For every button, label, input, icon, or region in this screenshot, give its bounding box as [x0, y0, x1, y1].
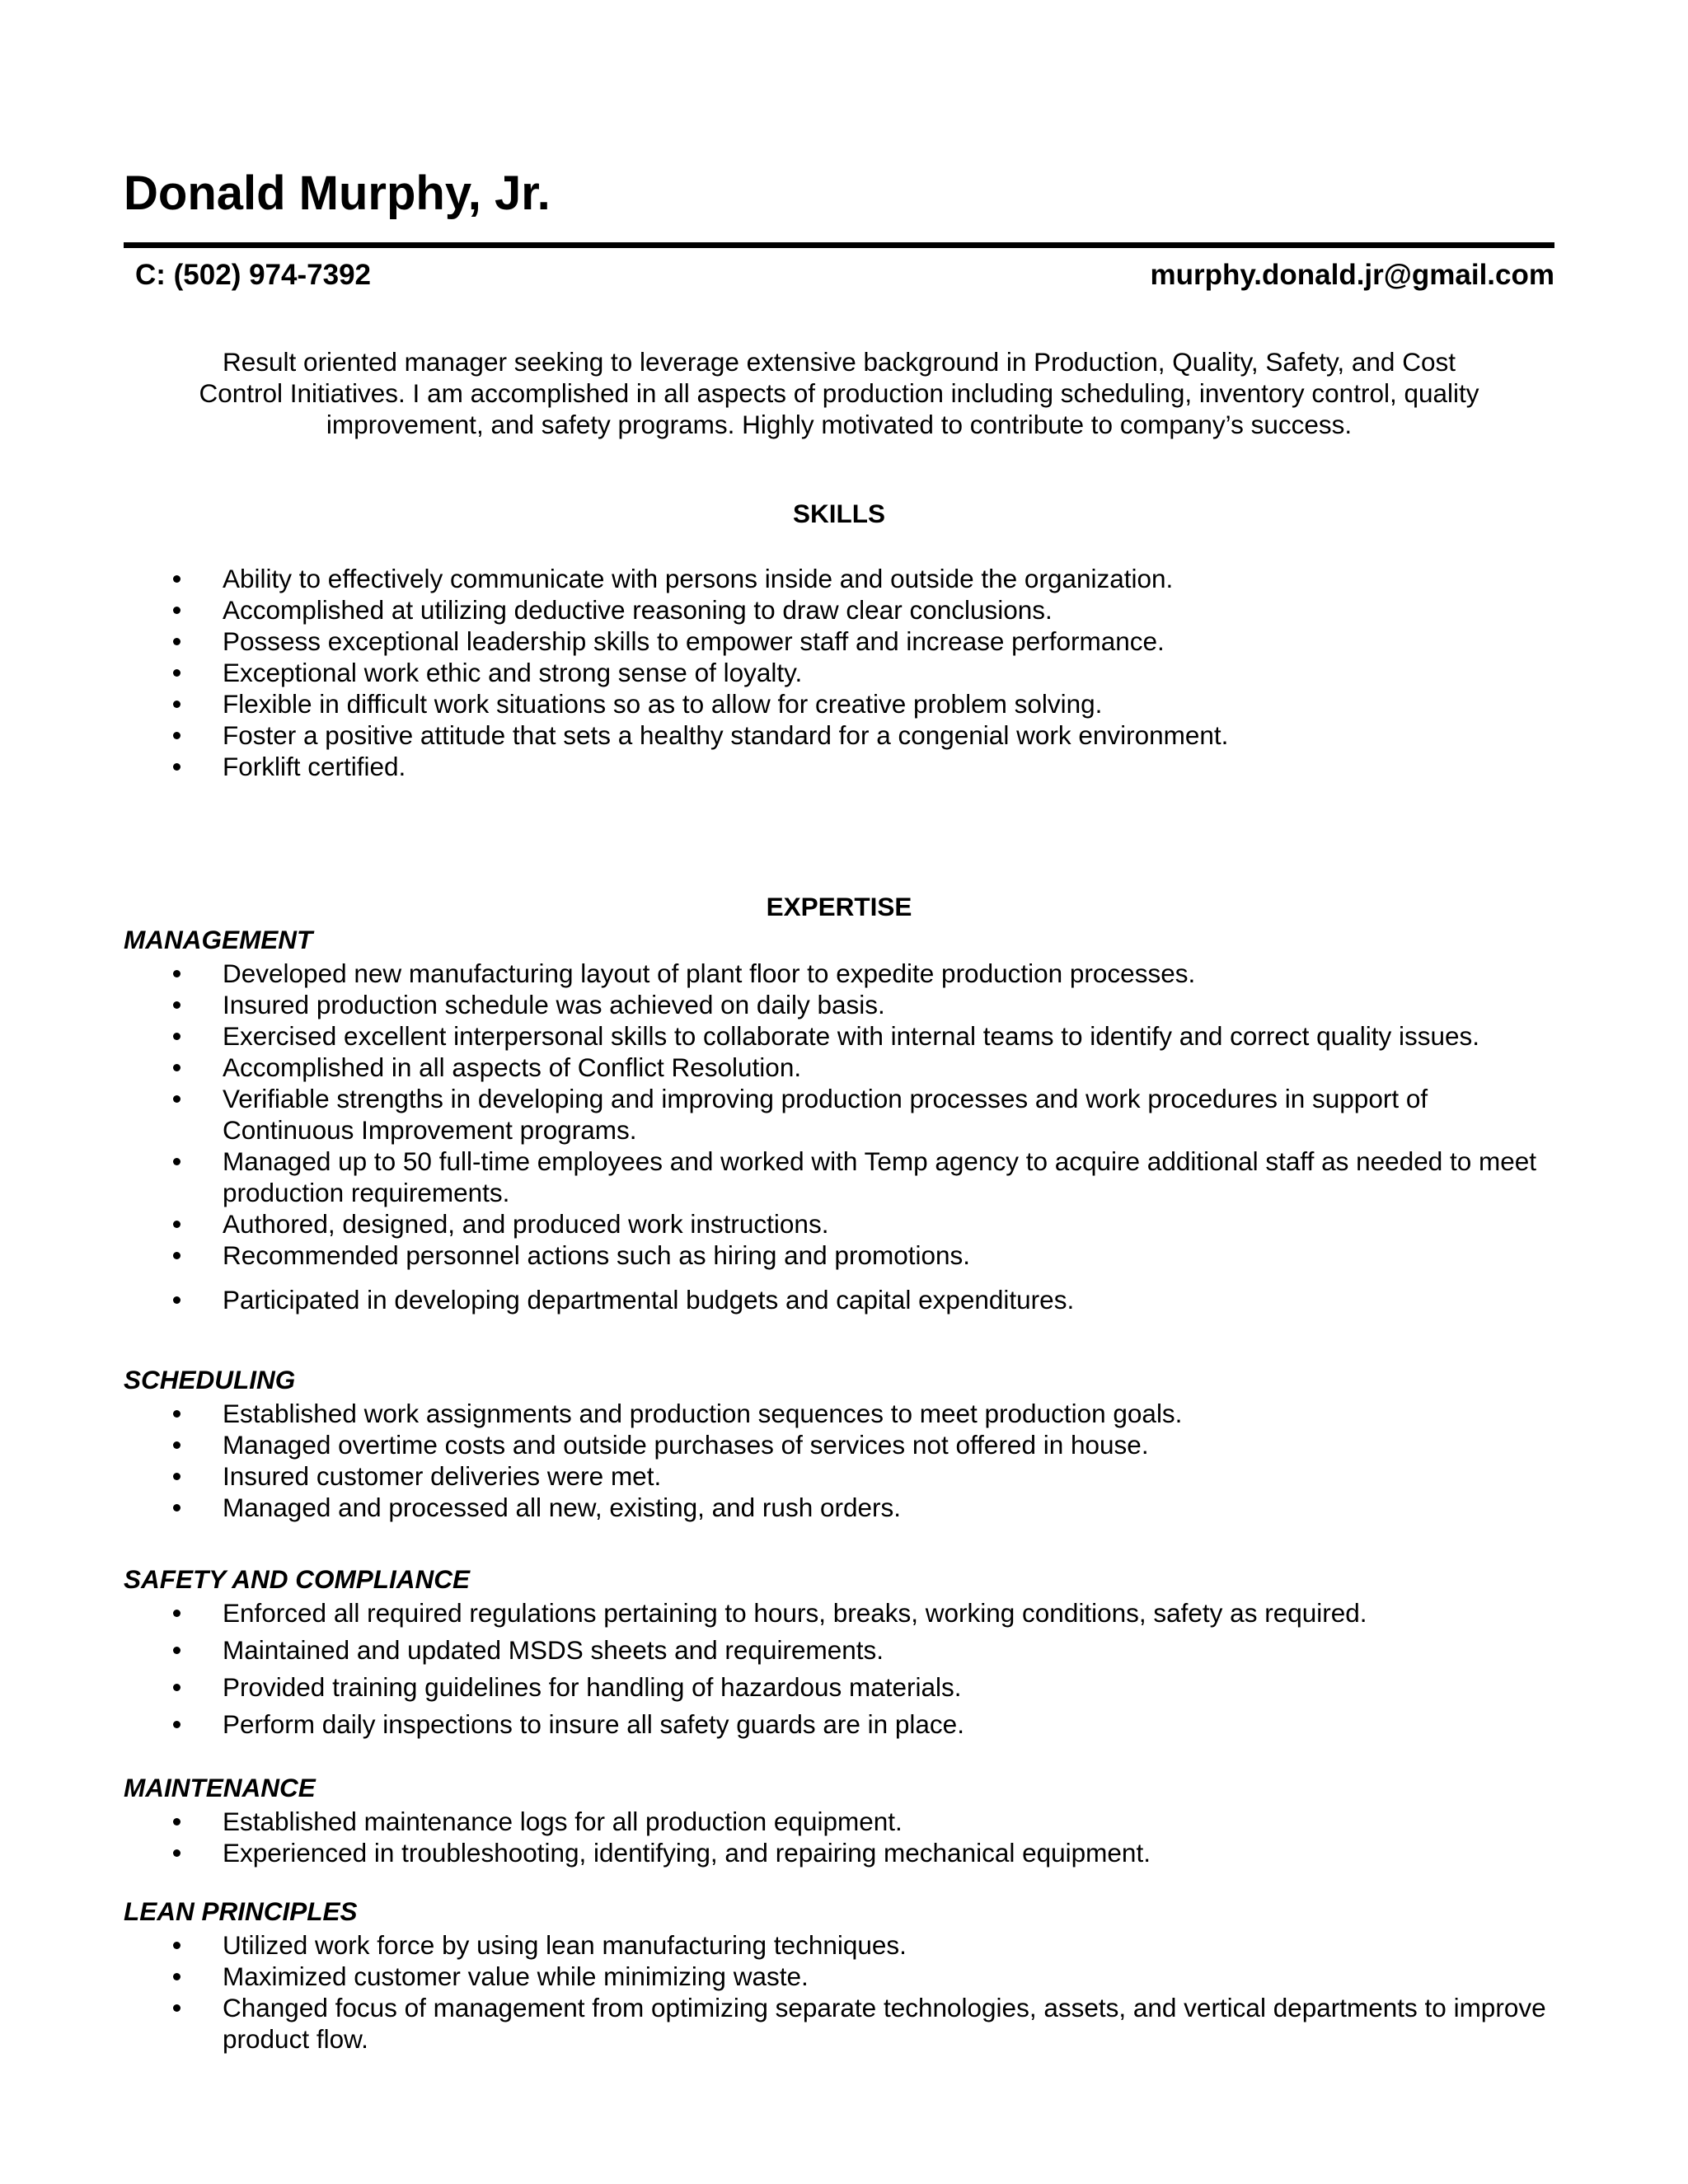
list-item: Enforced all required regulations pertaining to hours, breaks, working conditions, safety as required. [124, 1597, 1554, 1629]
list-item: Provided training guidelines for handling of hazardous materials. [124, 1671, 1554, 1703]
bullet-icon [173, 1942, 181, 1949]
list-item: Possess exceptional leadership skills to empower staff and increase performance. [124, 626, 1554, 657]
summary-line: Result oriented manager seeking to leverage extensive background in Production, Quality, Safety, and Cost [223, 347, 1456, 377]
safety-heading: SAFETY AND COMPLIANCE [124, 1564, 471, 1594]
phone-number: C: (502) 974-7392 [135, 259, 371, 291]
list-item: Verifiable strengths in developing and improving production processes and work procedures in support of Continuous Improvement programs. [124, 1083, 1554, 1146]
maintenance-list [124, 1806, 1554, 1868]
lean-heading: LEAN PRINCIPLES [124, 1896, 358, 1926]
bullet-icon [173, 1001, 181, 1009]
bullet-icon [173, 701, 181, 708]
list-item: Established maintenance logs for all production equipment. [124, 1806, 1554, 1837]
list-item: Changed focus of management from optimizing separate technologies, assets, and vertical departments to improve product flow. [124, 1992, 1554, 2055]
bullet-icon [173, 2004, 181, 2012]
bullet-icon [173, 1296, 181, 1304]
bullet-icon [173, 669, 181, 677]
bullet-icon [173, 1033, 181, 1040]
list-item: Perform daily inspections to insure all safety guards are in place. [124, 1708, 1554, 1740]
expertise-heading: EXPERTISE [766, 892, 912, 921]
candidate-name: Donald Murphy, Jr. [124, 166, 551, 220]
bullet-icon [173, 1818, 181, 1825]
list-item: Experienced in troubleshooting, identifying, and repairing mechanical equipment. [124, 1837, 1554, 1868]
list-item: Accomplished in all aspects of Conflict Resolution. [124, 1052, 1554, 1083]
bullet-icon [173, 1252, 181, 1259]
bullet-icon [173, 970, 181, 977]
summary-line: Control Initiatives. I am accomplished in all aspects of production including scheduling, inventory control, quality [199, 378, 1479, 408]
list-item: Maintained and updated MSDS sheets and requirements. [124, 1634, 1554, 1666]
header-rule [124, 242, 1554, 248]
bullet-icon [173, 1849, 181, 1857]
list-item: Exceptional work ethic and strong sense of loyalty. [124, 657, 1554, 688]
bullet-icon [173, 763, 181, 771]
bullet-icon [173, 1221, 181, 1228]
bullet-icon [173, 1410, 181, 1418]
summary-line: improvement, and safety programs. Highly motivated to contribute to company’s success. [326, 410, 1353, 439]
bullet-icon [173, 1684, 181, 1691]
bullet-icon [173, 732, 181, 739]
bullet-icon [173, 1064, 181, 1071]
bullet-icon [173, 1721, 181, 1728]
list-item: Recommended personnel actions such as hiring and promotions. [124, 1240, 1554, 1271]
list-item: Insured customer deliveries were met. [124, 1460, 1554, 1492]
list-item: Utilized work force by using lean manufacturing techniques. [124, 1929, 1554, 1961]
bullet-icon [173, 1158, 181, 1165]
lean-list [124, 1929, 1554, 2055]
contact-row [135, 260, 1554, 289]
list-item: Flexible in difficult work situations so as to allow for creative problem solving. [124, 688, 1554, 719]
scheduling-heading: SCHEDULING [124, 1365, 296, 1394]
skills-list [124, 563, 1554, 782]
bullet-icon [173, 1095, 181, 1103]
management-heading: MANAGEMENT [124, 925, 313, 954]
bullet-icon [173, 1647, 181, 1654]
list-item: Foster a positive attitude that sets a healthy standard for a congenial work environment. [124, 719, 1554, 751]
list-item: Established work assignments and production sequences to meet production goals. [124, 1398, 1554, 1429]
bullet-icon [173, 1504, 181, 1511]
list-item: Participated in developing departmental budgets and capital expenditures. [124, 1284, 1554, 1315]
bullet-icon [173, 1441, 181, 1449]
bullet-icon [173, 1610, 181, 1617]
summary-paragraph [124, 346, 1554, 440]
list-item: Developed new manufacturing layout of plant floor to expedite production processes. [124, 958, 1554, 989]
list-item: Forklift certified. [124, 751, 1554, 782]
list-item: Exercised excellent interpersonal skills to collaborate with internal teams to identify and correct quality issues. [124, 1020, 1554, 1052]
maintenance-heading: MAINTENANCE [124, 1773, 316, 1802]
skills-heading: SKILLS [792, 499, 885, 528]
list-item: Managed and processed all new, existing, and rush orders. [124, 1492, 1554, 1523]
list-item: Authored, designed, and produced work instructions. [124, 1208, 1554, 1240]
list-item: Maximized customer value while minimizing waste. [124, 1961, 1554, 1992]
scheduling-list [124, 1398, 1554, 1523]
email-address: murphy.donald.jr@gmail.com [1150, 259, 1554, 291]
safety-list [124, 1597, 1554, 1746]
list-item: Managed overtime costs and outside purchases of services not offered in house. [124, 1429, 1554, 1460]
list-item: Ability to effectively communicate with persons inside and outside the organization. [124, 563, 1554, 594]
bullet-icon [173, 1973, 181, 1980]
bullet-icon [173, 575, 181, 583]
list-item: Managed up to 50 full-time employees and worked with Temp agency to acquire additional staff as needed to meet production requirements. [124, 1146, 1554, 1208]
management-list [124, 958, 1554, 1315]
list-item: Accomplished at utilizing deductive reasoning to draw clear conclusions. [124, 594, 1554, 626]
bullet-icon [173, 1473, 181, 1480]
bullet-icon [173, 638, 181, 645]
list-item: Insured production schedule was achieved on daily basis. [124, 989, 1554, 1020]
bullet-icon [173, 607, 181, 614]
